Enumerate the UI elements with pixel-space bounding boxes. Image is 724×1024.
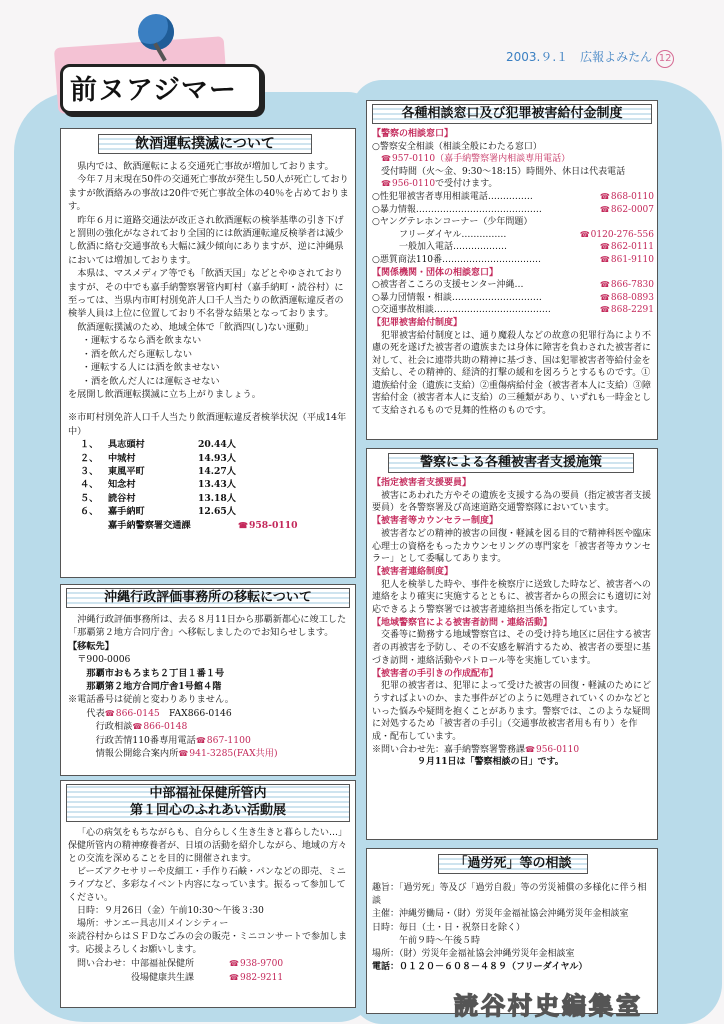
paragraph: 「心の病気をもちながらも、自分らしく生き生きと暮らしたい…」保健所管内の精神療養者が、日頃の活動を紹介しながら、地域の方々との交流を深めることを目的に開催されます。 xyxy=(68,828,348,864)
phone-number: 電話：０１２０－６０８－４８９（フリーダイヤル） xyxy=(372,962,588,973)
victim-support-title: 警察による各種被害者支援施策 xyxy=(388,453,634,473)
contact-row: 行政苦情110番専用電話☎ 867-1100 xyxy=(68,734,350,747)
list-item: ・運転する人には酒を飲ませない xyxy=(81,362,220,374)
paragraph: を展開し飲酒運転撲滅に立ち上がりましょう。 xyxy=(68,388,261,400)
note: ９月11日は「警察相談の日」です。 xyxy=(417,757,564,768)
list-item: ・運転するなら酒を飲まない xyxy=(81,335,202,347)
office-move-title: 沖縄行政評価事務所の移転について xyxy=(66,588,350,608)
drunk-driving-body xyxy=(68,160,350,532)
paragraph: ビーズアクセサリーや皮細工・手作り石鹸・パンなどの即売、ミニライブなど、多彩なイベント内容になっています。振るって参加してください。 xyxy=(68,867,346,903)
contact-row: フリーダイヤル…………… ☎ 0120-276-556 xyxy=(372,229,654,242)
contact-row: ○被害者こころの支援センター沖縄… ☎ 866-7830 xyxy=(372,279,654,292)
drunk-driving-title: 飲酒運転撲滅について xyxy=(98,134,312,154)
paragraph: 交番等に勤務する地域警察官は、その受け持ち地区に居住する被害者の再被害を予防し、その不安感を解消するため、被害者の要望に基づき訪問・連絡活動やパトロール等を実施しています。 xyxy=(372,630,652,666)
paragraph: 被害にあわれた方やその遺族を支援する為の要員（指定被害者支援要員）を各警察署及び高速道路交通警察隊においています。 xyxy=(372,490,652,514)
contact-row: 情報公開総合案内所☎ 941-3285(FAX共用) xyxy=(68,747,350,760)
ranking-row: １、 具志頭村 20.44人 xyxy=(80,439,236,451)
ranking-row: ６、 嘉手納町 12.65人 xyxy=(80,506,236,518)
section-label: 【移転先】 xyxy=(68,640,114,652)
section-heading: 【警察の相談窓口】 xyxy=(372,129,454,139)
karoshi-body xyxy=(372,882,654,974)
event-date: 日時：９月26日（金）午前10:30～午後３:30 xyxy=(77,906,264,916)
ranking-row: ３、 東風平町 14.27人 xyxy=(80,465,236,477)
office-move-body xyxy=(68,613,350,760)
consultation-title: 各種相談窓口及び犯罪被害給付金制度 xyxy=(372,104,652,124)
date: 日時：毎日（土・日・祝祭日を除く） xyxy=(372,922,526,933)
contact-row: 役場健康共生課☎ 982-9211 xyxy=(68,971,350,985)
contact-row: ○交通事故相談………………………………… ☎ 868-2291 xyxy=(372,304,654,317)
contact-row: 一般加入電話……………… ☎ 862-0111 xyxy=(372,241,654,254)
time: 午前９時～午後５時 xyxy=(399,935,481,946)
contact-row: ○ヤングテレホンコーナー（少年問題） xyxy=(372,217,533,228)
welfare-body xyxy=(68,827,350,985)
paragraph: 本県は、マスメディア等でも「飲酒天国」などとやゆされておりますが、その中でも嘉手納警察署管内町村（嘉手納町・読谷村）に至っては、当県内市町村別免許人口千人当たりの飲酒運転違反者の検挙人員は上位に位置しており不名誉な結果となっております。 xyxy=(68,268,344,320)
paragraph: 今年７月末現在50件の交通死亡事故が発生し50人が死亡しておりますが飲酒絡みの事故は20件で死亡事故全体の40％を占めております。 xyxy=(68,174,349,213)
ranking-row: ５、 読谷村 13.18人 xyxy=(80,492,236,504)
contact-row: ○暴力団情報・相談………………………… ☎ 868-0893 xyxy=(372,292,654,305)
ranking-row: ４、 知念村 13.43人 xyxy=(80,479,236,491)
paragraph: 犯罪の被害者は、犯罪によって受けた被害の回復・軽減のためにどうすればよいのか、また事件がどのように処理されていくのかなどといった悩みや疑問を抱くことがあります。警察では、このような疑問に対処するため「被害者の手引」（交通事故被害者用も有り）を作成・配布しています。 xyxy=(372,681,652,743)
contact-row: ○性犯罪被害者専用相談電話…………… ☎ 868-0110 xyxy=(372,191,654,204)
contact-row: 代表☎ 866-0145 FAX866-0146 xyxy=(68,707,350,720)
section-heading: 【被害者の手引きの作成配布】 xyxy=(372,668,499,679)
list-item: ○警察安全相談（相談全般にわたる窓口） xyxy=(372,141,542,152)
paragraph: 飲酒運転撲滅のため、地域全体で「飲酒四(し)ない運動」 xyxy=(77,321,314,333)
page-title: 前ヌアジマー xyxy=(70,75,237,106)
contact-row: ○悪質商法110番…………………………… ☎ 861-9110 xyxy=(372,254,654,267)
paragraph: 被害者などの精神的被害の回復・軽減を図る目的で精神科医や臨床心理士の資格をもったカウンセリングの専門家を「被害者等カウンセラー」として委嘱してあります。 xyxy=(372,528,652,565)
phone-number: ☎ 957-0110（嘉手納警察署内相談専用電話） xyxy=(372,153,654,166)
karoshi-title: 「過労死」等の相談 xyxy=(438,854,588,874)
zip-code: 〒900-0006 xyxy=(77,654,131,666)
section-heading: 【被害者等カウンセラー制度】 xyxy=(372,516,499,527)
paragraph: 沖縄行政評価事務所は、去る８月11日から那覇新都心に竣工した「那覇第２地方合同庁舎」へ移転しましたのでお知らせします。 xyxy=(68,614,347,639)
address-line: 那覇市おもろまち２丁目１番１号 xyxy=(86,667,225,679)
paragraph: 県内では、飲酒運転による交通死亡事故が増加しております。 xyxy=(77,161,334,172)
contact-row: 行政相談☎ 866-0148 xyxy=(68,720,350,733)
note: ※読谷村からはＳＦＤなごみの会の販売・ミニコンサートで参加します。応援よろしくお願いします。 xyxy=(68,932,348,955)
victim-support-body xyxy=(372,477,654,769)
section-heading: 【指定被害者支援要員】 xyxy=(372,478,472,488)
watermark: 読谷村史編集室 xyxy=(454,992,643,1020)
list-item: ・酒を飲んだら運転しない xyxy=(81,348,193,360)
paragraph: 犯人を検挙した時や、事件を検察庁に送致した時など、被害者への連絡をより確実に実施するとともに、被害者からの照会にも適切に対応できるよう警察署では被害者連絡担当係を指定しています。 xyxy=(372,579,652,616)
paragraph: 犯罪被害給付制度とは、通り魔殺人などの故意の犯罪行為により不慮の死を遂げた被害者の遺族または身体に障害を負わされた被害者に対して、社会に連帯共助の精神に基づき、国は犯罪被害者等給付金を支給し、その精神的、経済的打撃の緩和を図ろうとするものです。①遺族給付金（遺族に支給）②重傷病給付金（被害者本人に支給）③障害給付金（被害者本人に支給）の三種類があり、いずれも一時金として支給されるもので見舞的性格のものです。 xyxy=(372,330,652,417)
event-place: 場所：サンエー具志川メインシティー xyxy=(77,919,229,929)
ranking-note: ※市町村別免許人口千人当たり飲酒運転違反者検挙状況（平成14年中） xyxy=(68,412,347,437)
contact-row: ※問い合わせ先：嘉手納警察署警務課☎ 956-0110 xyxy=(372,744,654,757)
paragraph: 昨年６月に道路交通法が改正され飲酒運転の検挙基準の引き下げと罰則の強化がなされており全国的には飲酒運転違反検挙者は減少し飲酒に絡む交通事故も大幅に減少傾向にありますが、逆に沖縄県においては増加しております。 xyxy=(68,214,344,266)
section-heading: 【犯罪被害給付制度】 xyxy=(372,317,463,328)
section-heading: 【地域警察官による被害者訪問・連絡活動】 xyxy=(372,617,553,628)
purpose: 趣旨：「過労死」等及び「過労自殺」等の労災補償の多様化に伴う相談 xyxy=(372,883,647,907)
consultation-body xyxy=(372,128,654,418)
note: 受付時間（火～金、9:30～18:15）時間外、休日は代表電話☎ 956-0110で受付けます。 xyxy=(372,166,654,191)
host: 主催：沖縄労働局・（財）労災年金福祉協会沖縄労災年金相談室 xyxy=(372,909,629,920)
place: 場所：（財）労災年金福祉協会沖縄労災年金相談室 xyxy=(372,949,575,960)
note: ※電話番号は従前と変わりありません。 xyxy=(68,694,234,706)
address-line: 那覇第２地方合同庁舎1号館４階 xyxy=(86,681,222,693)
section-heading: 【関係機関・団体の相談窓口】 xyxy=(372,267,499,278)
contact-row: 嘉手納警察署交通課 ☎ 958-0110 xyxy=(80,519,350,532)
contact-row: ○暴力情報…………………………………… ☎ 862-0007 xyxy=(372,204,654,217)
issue-label: 2003.９.１ 広報よみたん 12 xyxy=(506,48,674,68)
contact-row: 問い合わせ：中部福祉保健所☎ 938-9700 xyxy=(68,957,350,971)
list-item: ・酒を飲んだ人には運転させない xyxy=(81,375,220,387)
section-heading: 【被害者連絡制度】 xyxy=(372,566,454,577)
welfare-title: 中部福祉保健所管内 第１回心のふれあい活動展 xyxy=(66,784,350,822)
page-number: 12 xyxy=(656,50,674,68)
ranking-row: ２、 中城村 14.93人 xyxy=(80,452,236,464)
